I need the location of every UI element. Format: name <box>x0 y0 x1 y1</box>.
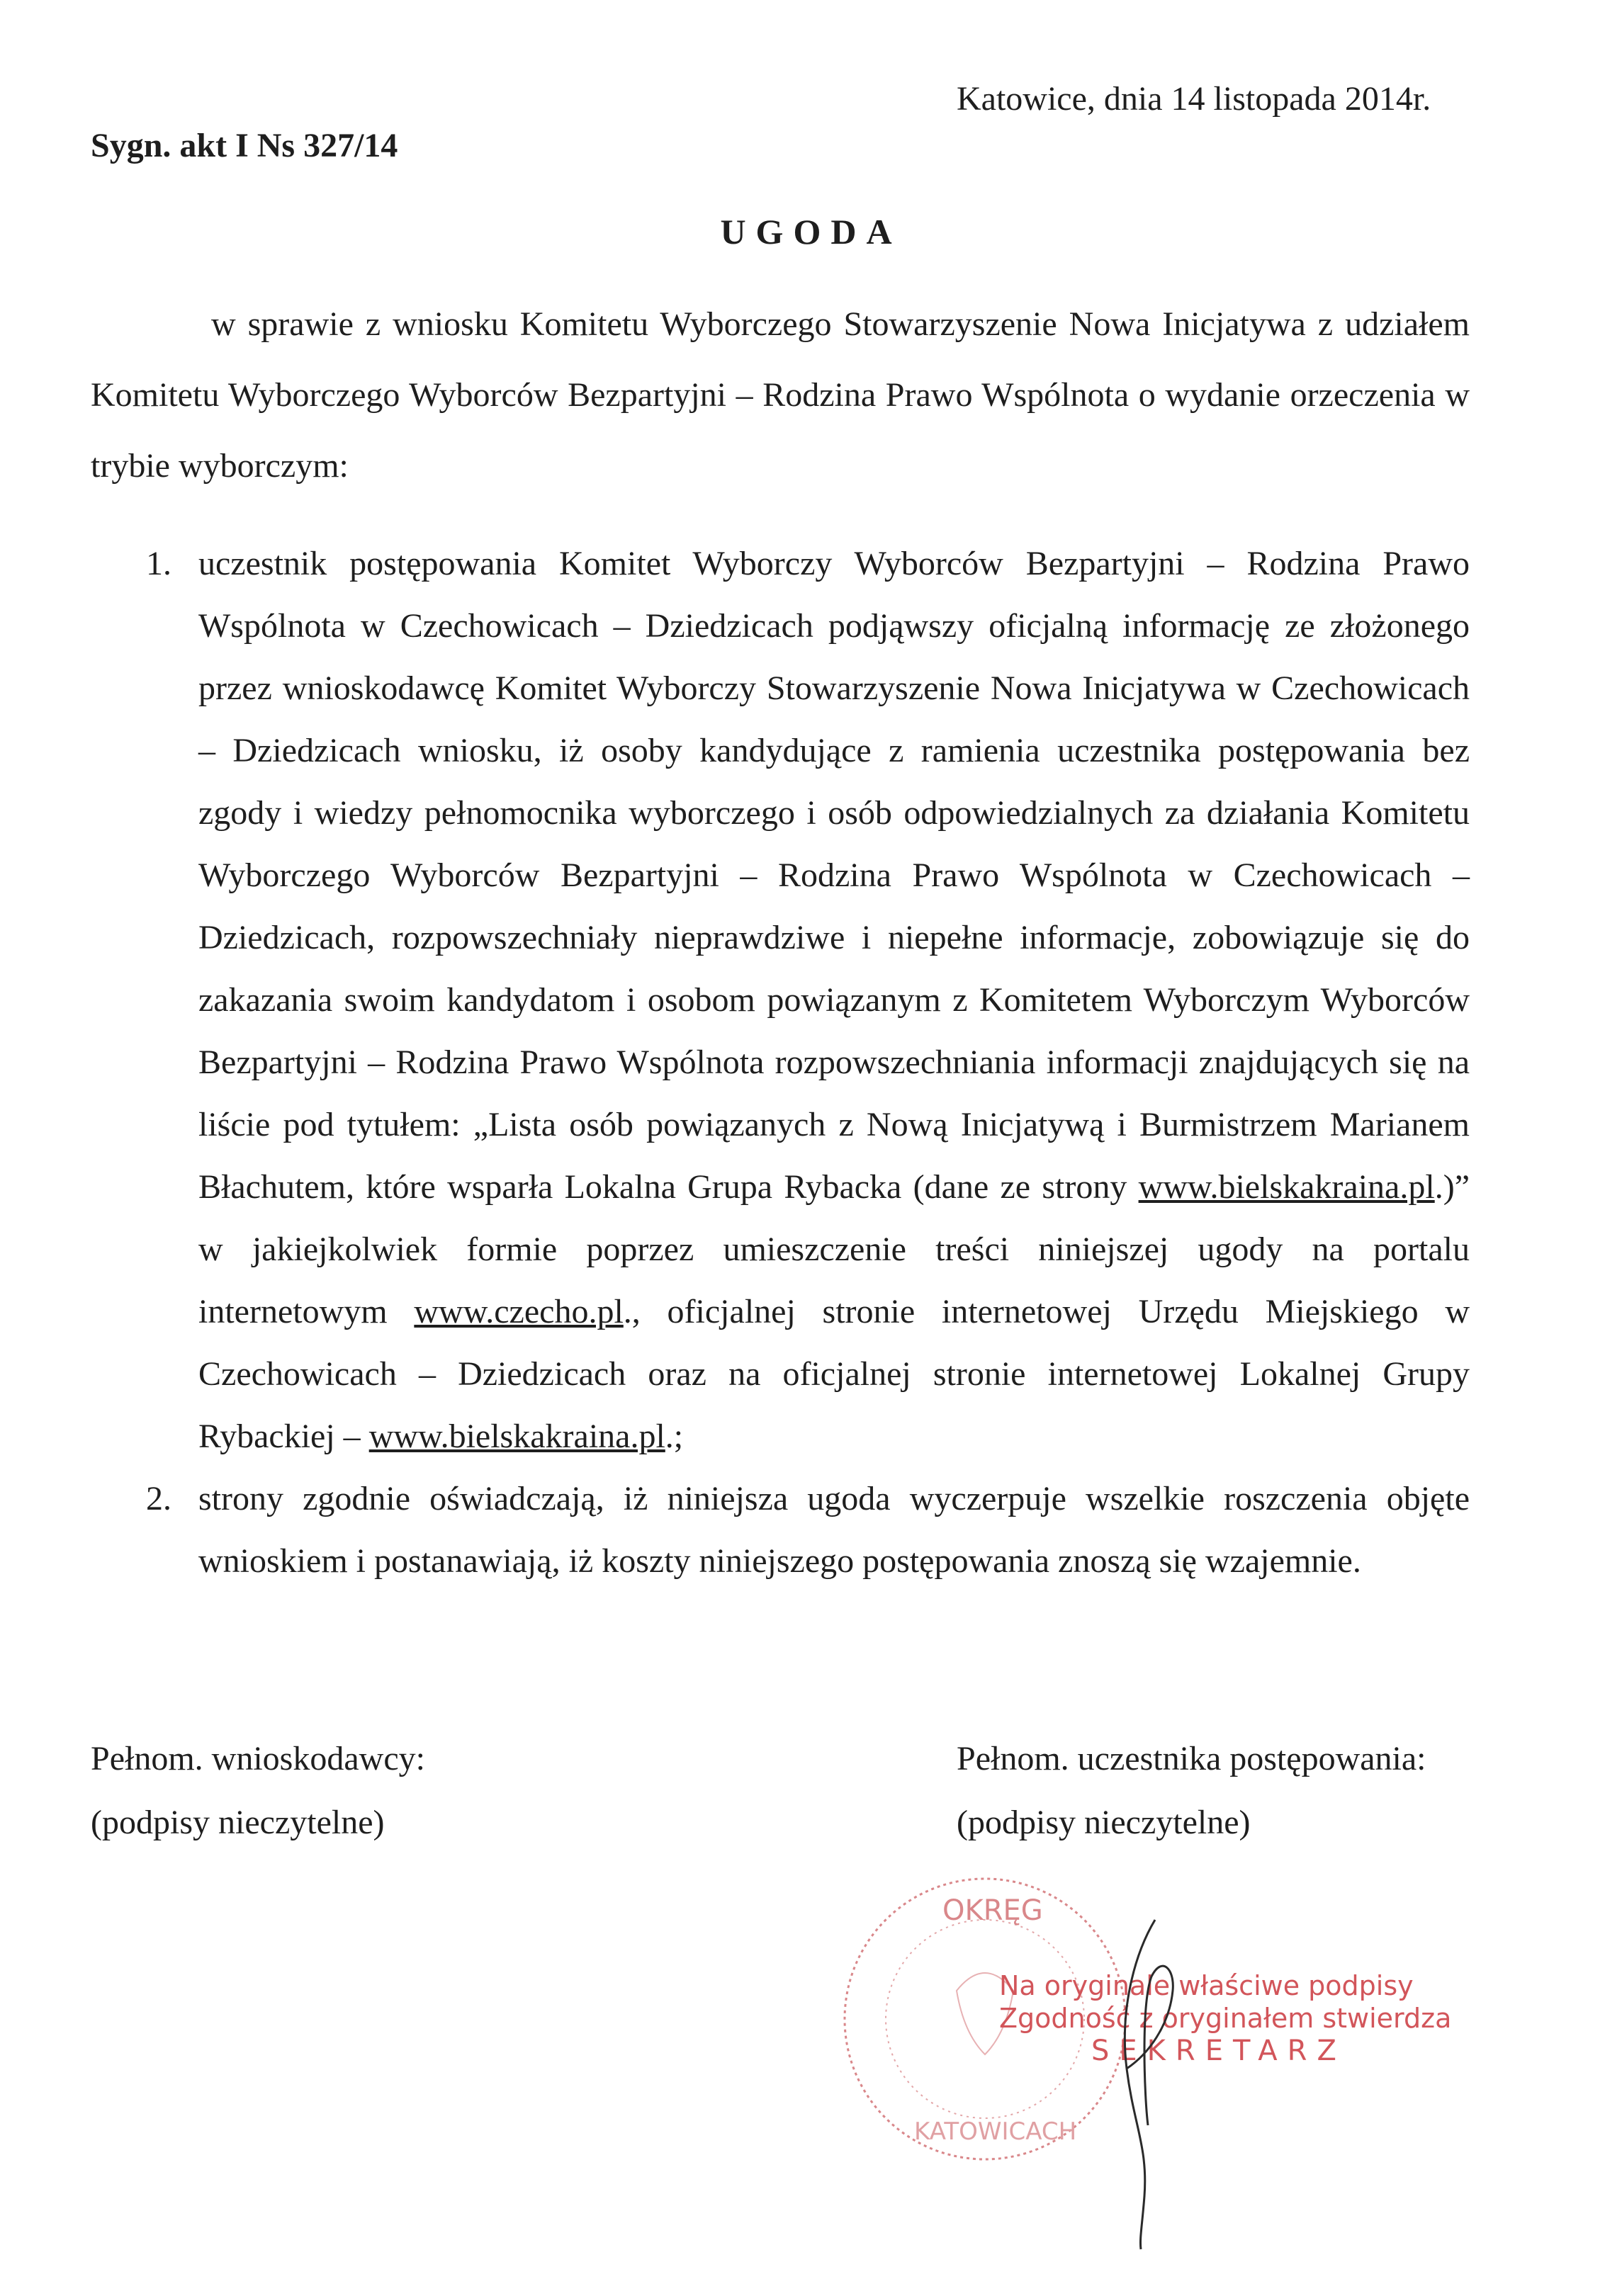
item-text: strony zgodnie oświadczają, iż niniejsza ugoda wyczerpuje wszelkie roszczenia objęte wnioskiem i postanawiają, iż koszty niniejszego postępowania znoszą się wzajemnie. <box>198 1480 1470 1580</box>
certification-stamp <box>999 1969 1481 2067</box>
agreement-list <box>91 533 1470 1593</box>
place-date: Katowice, dnia 14 listopada 2014r. <box>957 80 1431 118</box>
item-text <box>198 545 1470 1455</box>
item-text-part: .; <box>665 1418 684 1455</box>
signature-title: Pełnom. uczestnika postępowania: <box>957 1740 1426 1777</box>
stamp-line: SEKRETARZ <box>1091 2035 1346 2067</box>
stamp-line: Zgodność z oryginałem stwierdza <box>999 2003 1452 2034</box>
list-item <box>91 1468 1470 1593</box>
link-czecho[interactable]: www.czecho.pl <box>414 1293 624 1330</box>
seal-text: KATOWICACH <box>914 2117 1077 2146</box>
signature-note: (podpisy nieczytelne) <box>957 1804 1251 1841</box>
link-bielskakraina[interactable]: www.bielskakraina.pl <box>1138 1168 1435 1206</box>
case-number: Sygn. akt I Ns 327/14 <box>91 127 398 164</box>
intro-paragraph: w sprawie z wniosku Komitetu Wyborczego Stowarzyszenie Nowa Inicjatywa z udziałem Komitetu Wyborczego Wyborców Bezpartyjni – Rodzina Prawo Wspólnota o wydanie orzeczenia w trybie wyborczym: <box>91 305 1470 485</box>
list-item <box>91 533 1470 1468</box>
item-text-part: uczestnik postępowania Komitet Wyborczy Wyborców Bezpartyjni – Rodzina Prawo Wspólnota w Czechowicach – Dziedzicach podjąwszy oficjalną informację ze złożonego przez wnioskodawcę Komitet Wyborczy Stowarzyszenie Nowa Inicjatywa w Czechowicach – Dziedzicach wniosku, iż osoby kandydujące z ramienia uczestnika postępowania bez zgody i wiedzy pełnomocnika wyborczego i osób odpowiedzialnych za działania Komitetu Wyborczego Wyborców Bezpartyjni – Rodzina Prawo Wspólnota w Czechowicach – Dziedzicach, rozpowszechniały nieprawdziwe i niepełne informacje, zobowiązuje się do zakazania swoim kandydatom i osobom powiązanym z Komitetem Wyborczym Wyborców Bezpartyjni – Rodzina Prawo Wspólnota rozpowszechniania informacji znajdujących się na liście pod tytułem: „Lista osób powiązanych z Nową Inicjatywą i Burmistrzem Marianem Błachutem, które wsparła Lokalna Grupa Rybacka (dane ze strony <box>198 545 1470 1206</box>
signature-title: Pełnom. wnioskodawcy: <box>91 1740 425 1777</box>
seal-text: OKRĘG <box>942 1894 1043 1927</box>
link-bielskakraina-2[interactable]: www.bielskakraina.pl <box>368 1418 665 1455</box>
item-number: 1. <box>146 545 171 582</box>
item-number: 2. <box>146 1480 171 1517</box>
item-text-part: .)” w jakiejkolwiek formie poprzez umieszczenie treści niniejszej ugody na portalu internetowym <box>198 1168 1470 1330</box>
signature-note: (podpisy nieczytelne) <box>91 1804 385 1841</box>
document-title: UGODA <box>720 212 902 251</box>
signature-block-right <box>957 1727 1426 1855</box>
stamp-line: Na oryginale właściwe podpisy <box>999 1970 1414 2001</box>
item-text-part: ., oficjalnej stronie internetowej Urzędu Miejskiego w Czechowicach – Dziedzicach oraz na oficjalnej stronie internetowej Lokalnej Grupy Rybackiej – <box>198 1293 1470 1455</box>
handwritten-signature <box>1105 1913 1190 2253</box>
signature-block-left <box>91 1727 425 1855</box>
